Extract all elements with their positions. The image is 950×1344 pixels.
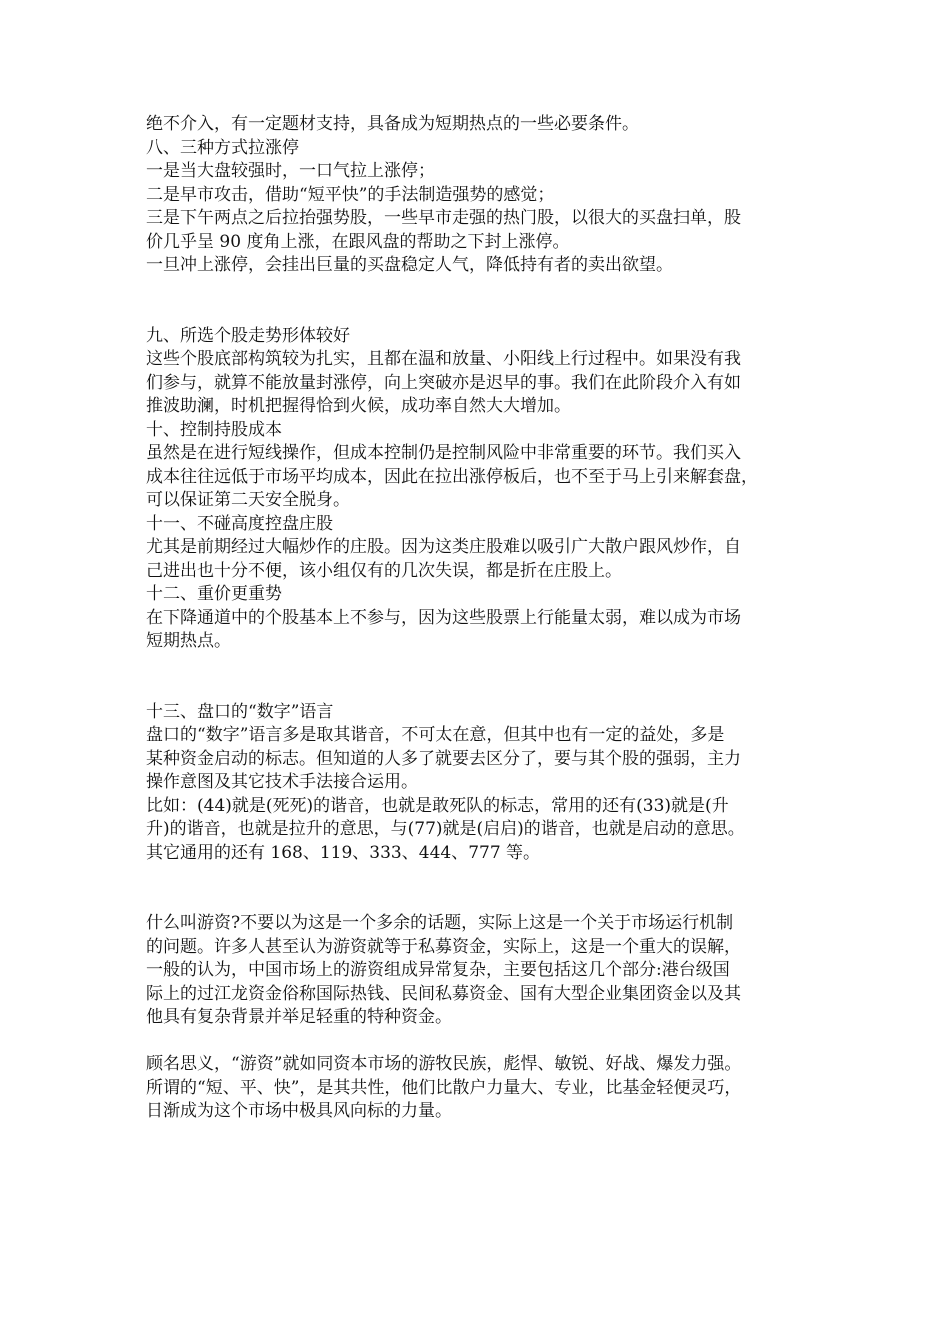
text-line: 价几乎呈 90 度角上涨，在跟风盘的帮助之下封上涨停。: [146, 231, 570, 252]
text-line: 三是下午两点之后拉抬强势股，一些早市走强的热门股，以很大的买盘扫单，股: [146, 208, 741, 228]
section-heading: 九、所选个股走势形体较好: [146, 325, 350, 346]
section-heading: 十一、不碰高度控盘庄股: [146, 513, 333, 534]
text-line: 这些个股底部构筑较为扎实，且都在温和放量、小阳线上行过程中。如果没有我: [146, 349, 741, 369]
text-line: 可以保证第二天安全脱身。: [146, 490, 350, 510]
text-line: 推波助澜，时机把握得恰到火候，成功率自然大大增加。: [146, 396, 571, 416]
text-line: 顾名思义，“游资”就如同资本市场的游牧民族，彪悍、敏锐、好战、爆发力强。: [146, 1054, 742, 1074]
text-line: 在下降通道中的个股基本上不参与，因为这些股票上行能量太弱，难以成为市场: [146, 607, 741, 628]
paragraph-gap: [146, 278, 811, 325]
text-line: 际上的过江龙资金俗称国际热钱、民间私募资金、国有大型企业集团资金以及其: [146, 983, 741, 1004]
text-line: 升)的谐音，也就是拉升的意思，与(77)就是(启启)的谐音，也就是启动的意思。: [146, 819, 745, 839]
text-line: 一旦冲上涨停，会挂出巨量的买盘稳定人气，降低持有者的卖出欲望。: [146, 255, 673, 275]
text-line: 他具有复杂背景并举足轻重的特种资金。: [146, 1007, 452, 1027]
section-heading: 十、控制持股成本: [146, 419, 282, 440]
text-line: 二是早市攻击，借助“短平快”的手法制造强势的感觉；: [146, 184, 555, 205]
section-heading: 十二、重价更重势: [146, 584, 282, 604]
text-line: 操作意图及其它技术手法接合运用。: [146, 772, 418, 792]
paragraph-gap: [146, 865, 811, 912]
text-line: 们参与，就算不能放量封涨停，向上突破亦是迟早的事。我们在此阶段介入有如: [146, 372, 741, 393]
text-line: 盘口的“数字”语言多是取其谐音，不可太在意，但其中也有一定的益处，多是: [146, 725, 725, 745]
section-heading: 八、三种方式拉涨停: [146, 137, 299, 158]
blank-line: [146, 1030, 811, 1054]
section-heading: 十三、盘口的“数字”语言: [146, 701, 334, 722]
text-line: 短期热点。: [146, 631, 231, 651]
text-line: 比如：(44)就是(死死)的谐音，也就是敢死队的标志，常用的还有(33)就是(升: [146, 795, 729, 816]
text-line: 其它通用的还有 168、119、333、444、777 等。: [146, 842, 541, 863]
document-body: [146, 113, 811, 1124]
text-line: 日渐成为这个市场中极具风向标的力量。: [146, 1101, 452, 1121]
text-line: 一般的认为，中国市场上的游资组成异常复杂，主要包括这几个部分:港台级国: [146, 960, 730, 980]
paragraph-gap: [146, 654, 811, 701]
text-line: 的问题。许多人甚至认为游资就等于私募资金，实际上，这是一个重大的误解，: [146, 936, 741, 957]
text-line: 绝不介入，有一定题材支持，具备成为短期热点的一些必要条件。: [146, 114, 639, 134]
text-line: 什么叫游资?不要以为这是一个多余的话题，实际上这是一个关于市场运行机制: [146, 913, 734, 933]
text-line: 一是当大盘较强时，一口气拉上涨停；: [146, 161, 435, 181]
text-line: 尤其是前期经过大幅炒作的庄股。因为这类庄股难以吸引广大散户跟风炒作，自: [146, 537, 741, 557]
text-line: 己进出也十分不便，该小组仅有的几次失误，都是折在庄股上。: [146, 560, 622, 581]
text-line: 所谓的“短、平、快”，是其共性，他们比散户力量大、专业，比基金轻便灵巧，: [146, 1077, 742, 1098]
text-line: 某种资金启动的标志。但知道的人多了就要去区分了，要与其个股的强弱，主力: [146, 748, 741, 769]
text-line: 成本往往远低于市场平均成本，因此在拉出涨停板后，也不至于马上引来解套盘，: [146, 466, 758, 487]
text-line: 虽然是在进行短线操作，但成本控制仍是控制风险中非常重要的环节。我们买入: [146, 443, 741, 463]
